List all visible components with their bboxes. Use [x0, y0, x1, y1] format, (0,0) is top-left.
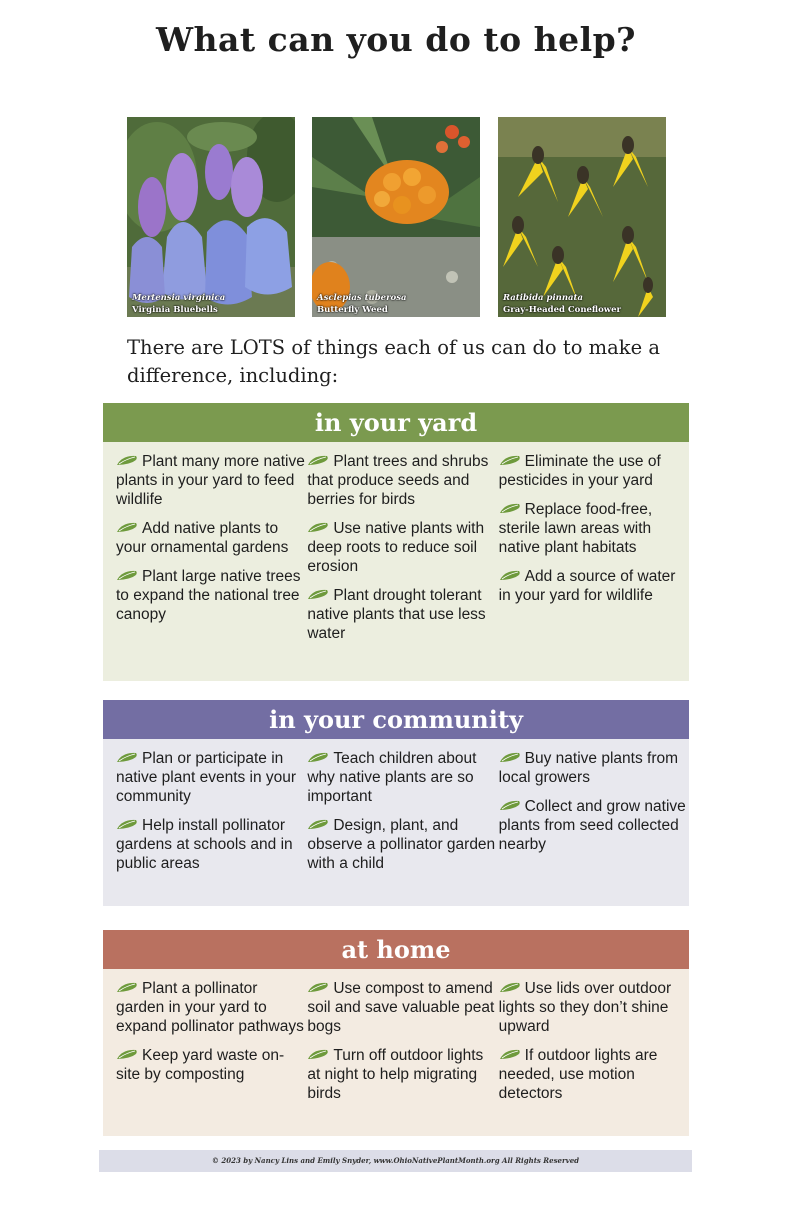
leaf-icon	[307, 454, 333, 467]
section-body	[103, 739, 689, 906]
list-item	[498, 452, 689, 490]
coneflower-image	[498, 117, 666, 317]
item-text: Plant drought tolerant native plants that use less water	[307, 587, 486, 642]
section-body	[103, 442, 689, 681]
list-item	[306, 816, 497, 873]
section-column	[498, 452, 689, 681]
leaf-icon	[116, 569, 142, 582]
list-item	[115, 452, 306, 509]
leaf-icon	[116, 1048, 142, 1061]
photo-virginia-bluebells	[127, 117, 295, 317]
leaf-icon	[307, 1048, 333, 1061]
section-column	[498, 979, 689, 1136]
leaf-icon	[116, 454, 142, 467]
item-text: Plant a pollinator garden in your yard to expand pollinator pathways	[116, 980, 304, 1035]
section-heading: in your community	[103, 700, 689, 739]
list-item	[115, 979, 306, 1036]
leaf-icon	[116, 818, 142, 831]
list-item	[498, 500, 689, 557]
common-name: Gray-Headed Coneflower	[503, 305, 621, 315]
leaf-icon	[499, 502, 525, 515]
list-item	[115, 519, 306, 557]
section-column	[306, 749, 497, 906]
list-item	[306, 519, 497, 576]
scientific-name: Ratibida pinnata	[503, 293, 583, 303]
section-column	[306, 452, 497, 681]
section-column	[306, 979, 497, 1136]
item-text: If outdoor lights are needed, use motion detectors	[498, 1047, 658, 1102]
section-column	[115, 452, 306, 681]
list-item	[498, 567, 689, 605]
list-item	[115, 816, 306, 873]
leaf-icon	[499, 799, 525, 812]
list-item	[498, 1046, 689, 1103]
section-community	[103, 700, 689, 906]
scientific-name: Asclepias tuberosa	[317, 293, 407, 303]
photo-gray-headed-coneflower	[498, 117, 666, 317]
item-text: Add a source of water in your yard for wildlife	[498, 568, 676, 604]
item-text: Plant many more native plants in your yard to feed wildlife	[116, 453, 305, 508]
section-body	[103, 969, 689, 1136]
list-item	[306, 586, 497, 643]
leaf-icon	[499, 981, 525, 994]
leaf-icon	[116, 981, 142, 994]
section-heading: in your yard	[103, 403, 689, 442]
item-text: Plant large native trees to expand the national tree canopy	[116, 568, 301, 623]
leaf-icon	[499, 569, 525, 582]
item-text: Help install pollinator gardens at schools and in public areas	[116, 817, 293, 872]
butterfly-weed-image	[312, 117, 480, 317]
list-item	[115, 1046, 306, 1084]
leaf-icon	[116, 521, 142, 534]
item-text: Use compost to amend soil and save valuable peat bogs	[307, 980, 495, 1035]
section-column	[115, 749, 306, 906]
section-yard	[103, 403, 689, 681]
list-item	[498, 979, 689, 1036]
item-text: Use lids over outdoor lights so they don’t shine upward	[498, 980, 672, 1035]
section-column	[115, 979, 306, 1136]
item-text: Keep yard waste on-site by composting	[116, 1047, 285, 1083]
leaf-icon	[499, 1048, 525, 1061]
section-column	[498, 749, 689, 906]
item-text: Use native plants with deep roots to reduce soil erosion	[307, 520, 485, 575]
leaf-icon	[307, 751, 333, 764]
photo-caption	[317, 292, 407, 316]
intro-text: There are LOTS of things each of us can do to make a difference, including:	[127, 336, 660, 387]
section-heading: at home	[103, 930, 689, 969]
item-text: Collect and grow native plants from seed collected nearby	[498, 798, 686, 853]
list-item	[306, 979, 497, 1036]
photo-caption	[132, 292, 225, 316]
item-text: Design, plant, and observe a pollinator garden with a child	[307, 817, 496, 872]
bluebells-image	[127, 117, 295, 317]
list-item	[306, 1046, 497, 1103]
page-title: What can you do to help?	[155, 20, 637, 59]
item-text: Turn off outdoor lights at night to help migrating birds	[307, 1047, 484, 1102]
list-item	[498, 749, 689, 787]
item-text: Add native plants to your ornamental gardens	[116, 520, 289, 556]
section-home	[103, 930, 689, 1136]
scientific-name: Mertensia virginica	[132, 293, 226, 303]
list-item	[306, 452, 497, 509]
item-text: Replace food-free, sterile lawn areas with native plant habitats	[498, 501, 653, 556]
list-item	[115, 567, 306, 624]
common-name: Butterfly Weed	[317, 305, 388, 315]
list-item	[115, 749, 306, 806]
item-text: Plant trees and shrubs that produce seeds and berries for birds	[307, 453, 489, 508]
item-text: Plan or participate in native plant events in your community	[116, 750, 297, 805]
photo-caption	[503, 292, 621, 316]
leaf-icon	[307, 818, 333, 831]
item-text: Teach children about why native plants are so important	[307, 750, 477, 805]
leaf-icon	[307, 981, 333, 994]
leaf-icon	[499, 454, 525, 467]
leaf-icon	[307, 588, 333, 601]
photo-butterfly-weed	[312, 117, 480, 317]
item-text: Eliminate the use of pesticides in your yard	[498, 453, 661, 489]
common-name: Virginia Bluebells	[132, 305, 218, 315]
list-item	[498, 797, 689, 854]
leaf-icon	[499, 751, 525, 764]
list-item	[306, 749, 497, 806]
leaf-icon	[307, 521, 333, 534]
item-text: Buy native plants from local growers	[498, 750, 679, 786]
leaf-icon	[116, 751, 142, 764]
copyright-footer: © 2023 by Nancy Lins and Emily Snyder, www.OhioNativePlantMonth.org All Rights Reserved	[99, 1150, 692, 1172]
